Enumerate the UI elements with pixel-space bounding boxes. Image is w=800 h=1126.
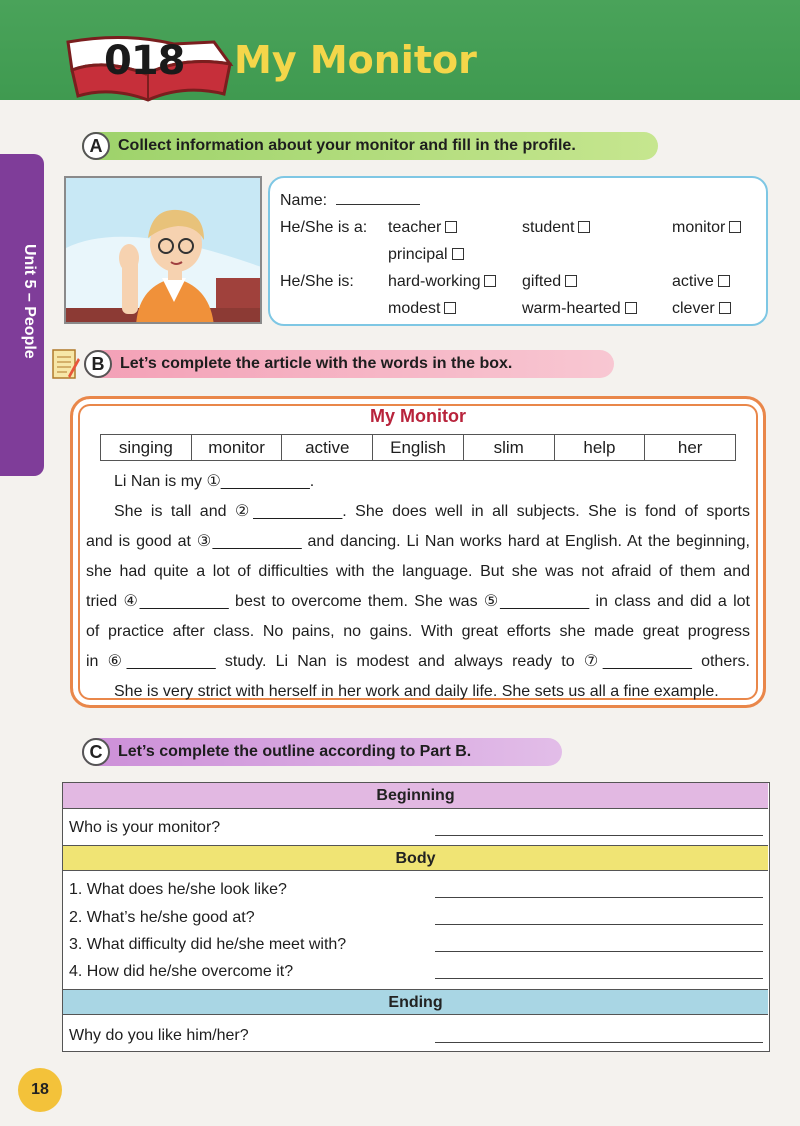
checkbox[interactable]: [452, 248, 464, 260]
checkbox[interactable]: [719, 302, 731, 314]
answer-line[interactable]: [435, 897, 763, 898]
unit-side-tab-label: Unit 5 – People: [21, 244, 38, 359]
outline-body-head: Body: [63, 845, 768, 871]
page-title: My Monitor: [234, 38, 477, 82]
trait-label: He/She is:: [280, 273, 354, 290]
outline-table: [62, 782, 770, 1052]
answer-line[interactable]: [435, 924, 763, 925]
notepad-pencil-icon: [50, 346, 80, 382]
checkbox[interactable]: [565, 275, 577, 287]
name-blank[interactable]: [336, 204, 420, 205]
checkbox[interactable]: [718, 275, 730, 287]
trait-option-active[interactable]: active: [672, 273, 730, 291]
word-box-item: help: [555, 435, 646, 460]
outline-question: 1. What does he/she look like?: [69, 881, 287, 898]
role-option-monitor[interactable]: monitor: [672, 219, 741, 237]
outline-question: 3. What difficulty did he/she meet with?: [69, 936, 347, 953]
section-b-instruction: Let’s complete the article with the words in the box.: [120, 355, 513, 372]
section-c-header: [82, 738, 562, 766]
trait-option-hard-working[interactable]: hard-working: [388, 273, 496, 291]
section-b-letter: B: [84, 350, 112, 378]
word-box-item: active: [282, 435, 373, 460]
article-line: Li Nan is my ①__________.: [114, 473, 315, 490]
word-box-item: singing: [101, 435, 192, 460]
checkbox[interactable]: [578, 221, 590, 233]
article-line: She is tall and ②__________. She does well in all subjects. She is fond of sports: [114, 503, 750, 520]
checkbox[interactable]: [484, 275, 496, 287]
section-c-instruction: Let’s complete the outline according to Part B.: [118, 743, 472, 760]
answer-line[interactable]: [435, 951, 763, 952]
article-line: and is good at ③__________ and dancing. Li Nan works hard at English. At the beginning,: [86, 533, 750, 550]
trait-option-modest[interactable]: modest: [388, 300, 456, 318]
outline-question: Why do you like him/her?: [69, 1027, 249, 1044]
checkbox[interactable]: [729, 221, 741, 233]
page-number: 18: [18, 1068, 62, 1112]
unit-side-tab-label-wrap: [6, 244, 40, 404]
name-label: Name:: [280, 192, 328, 209]
word-box-item: monitor: [192, 435, 283, 460]
word-box-item: slim: [464, 435, 555, 460]
article-line: tried ④__________ best to overcome them. She was ⑤__________ in class and did a lot: [86, 593, 750, 610]
word-box-item: her: [677, 438, 703, 457]
section-a-header: [82, 132, 658, 160]
section-a-letter: A: [82, 132, 110, 160]
section-a-instruction: Collect information about your monitor and fill in the profile.: [118, 137, 576, 154]
role-label: He/She is a:: [280, 219, 368, 236]
outline-beginning-head: Beginning: [63, 783, 768, 809]
article-line: in ⑥__________ study. Li Nan is modest and always ready to ⑦__________ others.: [86, 653, 750, 670]
section-c-letter: C: [82, 738, 110, 766]
answer-line[interactable]: [435, 1042, 763, 1043]
role-option-principal[interactable]: principal: [388, 246, 464, 264]
student-raising-hand-icon: [66, 178, 262, 324]
lesson-number: 018: [104, 38, 185, 84]
section-b-header: [84, 350, 614, 378]
role-option-teacher[interactable]: teacher: [388, 219, 457, 237]
checkbox[interactable]: [625, 302, 637, 314]
word-box-item: English: [373, 435, 464, 460]
trait-option-clever[interactable]: clever: [672, 300, 731, 318]
article-line: of practice after class. No pains, no gains. With great efforts she made great progress: [86, 623, 750, 640]
outline-question: 4. How did he/she overcome it?: [69, 963, 294, 980]
role-option-student[interactable]: student: [522, 219, 590, 237]
answer-line[interactable]: [435, 835, 763, 836]
checkbox[interactable]: [444, 302, 456, 314]
checkbox[interactable]: [445, 221, 457, 233]
profile-card: [268, 176, 768, 326]
word-box: [100, 434, 736, 461]
answer-line[interactable]: [435, 978, 763, 979]
trait-option-gifted[interactable]: gifted: [522, 273, 577, 291]
monitor-illustration: [64, 176, 262, 324]
outline-question: Who is your monitor?: [69, 819, 221, 836]
outline-question: 2. What’s he/she good at?: [69, 909, 255, 926]
outline-ending-head: Ending: [63, 989, 768, 1015]
article-title: My Monitor: [370, 406, 466, 426]
article-line: she had quite a lot of difficulties with the language. But she was not afraid of them and: [86, 563, 750, 580]
trait-option-warm-hearted[interactable]: warm-hearted: [522, 300, 637, 318]
article-line: She is very strict with herself in her work and daily life. She sets us all a fine example.: [114, 683, 719, 700]
